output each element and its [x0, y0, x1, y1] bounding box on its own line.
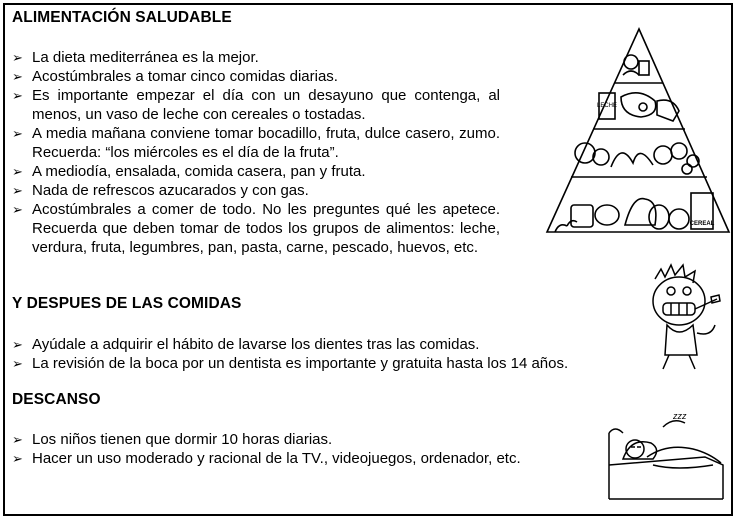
descanso-list — [10, 430, 600, 468]
bullet-arrow-icon: ➢ — [12, 337, 23, 352]
alimentacion-list — [10, 48, 500, 257]
list-item: ➢ Hacer un uso moderado y racional de la TV., videojuegos, ordenador, etc. — [12, 450, 521, 467]
list-item: ➢ Nada de refrescos azucarados y con gas. — [12, 182, 309, 199]
bullet-arrow-icon: ➢ — [12, 88, 23, 103]
bullet-arrow-icon: ➢ — [12, 126, 23, 141]
cereal-label: CEREAL — [689, 221, 715, 227]
milk-label: LECHE — [596, 103, 618, 109]
section-title-alimentacion: ALIMENTACIÓN SALUDABLE — [12, 9, 232, 26]
bullet-arrow-icon: ➢ — [12, 50, 23, 65]
sleeping-child-illustration — [603, 403, 729, 507]
toothbrushing-child-illustration — [641, 257, 725, 377]
section-title-despues-comidas: Y DESPUES DE LAS COMIDAS — [12, 295, 242, 312]
list-item: ➢ La dieta mediterránea es la mejor. — [12, 49, 259, 66]
list-item: ➢ Es importante empezar el día con un desayuno que contenga, al menos, un vaso de leche con cereales o tostadas. — [12, 87, 500, 123]
list-item: ➢ Ayúdale a adquirir el hábito de lavarse los dientes tras las comidas. — [12, 336, 480, 353]
list-item: ➢ Acostúmbrales a comer de todo. No les preguntes qué les apetece. Recuerda que deben tomar de todos los grupos de alimentos: leche, verdura, fruta, legumbres, pan, pasta, carne, pescado, huevos, etc. — [12, 201, 500, 256]
list-item: ➢ Los niños tienen que dormir 10 horas diarias. — [12, 431, 333, 448]
section-title-descanso: DESCANSO — [12, 391, 101, 408]
list-item: ➢ La revisión de la boca por un dentista es importante y gratuita hasta los 14 años. — [12, 355, 569, 372]
bullet-arrow-icon: ➢ — [12, 164, 23, 179]
despues-comidas-list — [10, 335, 650, 373]
bullet-arrow-icon: ➢ — [12, 202, 23, 217]
bullet-arrow-icon: ➢ — [12, 69, 23, 84]
snore-text: zzz — [673, 411, 687, 421]
list-item: ➢ Acostúmbrales a tomar cinco comidas diarias. — [12, 68, 338, 85]
bullet-arrow-icon: ➢ — [12, 183, 23, 198]
list-item: ➢ A mediodía, ensalada, comida casera, pan y fruta. — [12, 163, 366, 180]
document-sheet — [3, 3, 733, 516]
bullet-arrow-icon: ➢ — [12, 451, 23, 466]
bullet-arrow-icon: ➢ — [12, 432, 23, 447]
bullet-arrow-icon: ➢ — [12, 356, 23, 371]
food-pyramid-illustration — [541, 27, 735, 247]
list-item: ➢ A media mañana conviene tomar bocadillo, fruta, dulce casero, zumo. Recuerda: “los miércoles es el día de la fruta”. — [12, 125, 500, 161]
